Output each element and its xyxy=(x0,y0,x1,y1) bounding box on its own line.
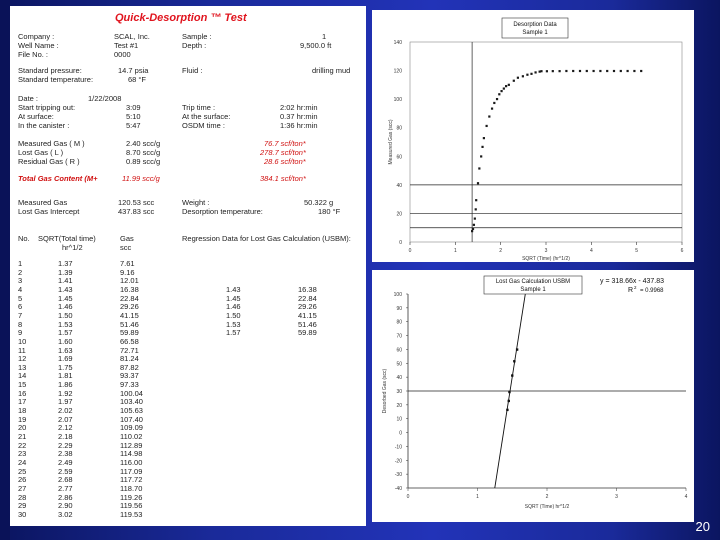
data-point xyxy=(530,73,532,75)
row-number: 12 xyxy=(18,354,27,364)
data-point xyxy=(586,70,588,72)
row-sqrt: 2.12 xyxy=(58,423,73,433)
x-tick-label: 1 xyxy=(453,248,457,254)
row-sqrt: 1.97 xyxy=(58,397,73,407)
data-point xyxy=(478,167,480,169)
data-point xyxy=(565,70,567,72)
row-gas: 81.24 xyxy=(120,354,139,364)
total-gas-scf: 384.1 scf/ton* xyxy=(260,174,306,183)
row-number: 8 xyxy=(18,319,23,329)
row-gas: 9.16 xyxy=(120,267,135,277)
regression-point xyxy=(511,374,513,376)
x-tick-label: 6 xyxy=(680,248,684,254)
data-point xyxy=(508,84,510,86)
row-gas: 66.58 xyxy=(120,336,139,346)
data-point xyxy=(572,70,574,72)
canister-value: 5:47 xyxy=(126,121,141,130)
std-temp-label: Standard temperature: xyxy=(18,75,94,84)
lost-gas-chart-svg xyxy=(372,270,694,522)
row-sqrt: 1.43 xyxy=(58,284,73,294)
regression-title: Regression Data for Lost Gas Calculation (USBM): xyxy=(182,234,351,243)
row-sqrt: 1.81 xyxy=(58,371,73,381)
row-number: 1 xyxy=(18,259,23,268)
y-tick-label: -10 xyxy=(394,444,402,451)
data-point xyxy=(627,70,629,72)
legend-sample: Sample 1 xyxy=(520,287,546,293)
x-tick-label: 2 xyxy=(499,248,503,254)
y-tick-label: 20 xyxy=(396,211,402,218)
row-number: 25 xyxy=(18,466,27,476)
lost-gas-scf: 278.7 scf/ton* xyxy=(260,148,306,157)
row-sqrt: 2.90 xyxy=(58,501,73,511)
row-gas: 110.02 xyxy=(120,432,143,441)
well-label: Well Name : xyxy=(18,41,59,50)
y-tick-label: -20 xyxy=(394,458,402,465)
legend-sample: Sample 1 xyxy=(522,30,548,36)
regression-sqrt: 1.46 xyxy=(226,302,241,312)
regression-point xyxy=(513,360,515,362)
row-number: 14 xyxy=(18,371,27,381)
sample-value: 1 xyxy=(322,32,327,41)
r-squared-label: R xyxy=(628,287,634,294)
row-sqrt: 1.45 xyxy=(58,293,73,303)
fluid-value: drilling mud xyxy=(312,66,351,75)
r-squared-exponent: 2 xyxy=(634,285,637,290)
intercept-value: 437.83 scc xyxy=(118,207,155,216)
row-number: 3 xyxy=(18,276,23,286)
col-sqrt-header: SQRT(Total time) xyxy=(38,234,96,243)
data-point xyxy=(522,75,524,77)
measured-gas-value: 2.40 scc/g xyxy=(126,139,161,148)
x-tick-label: 4 xyxy=(589,248,593,254)
x-tick-label: 3 xyxy=(615,494,618,500)
x-axis-label: SQRT (Time) (hr^1/2) xyxy=(522,256,570,262)
row-gas: 103.40 xyxy=(120,397,143,407)
data-point xyxy=(473,224,475,226)
row-number: 17 xyxy=(18,397,27,407)
row-sqrt: 2.18 xyxy=(58,432,73,441)
y-axis-label: Desorbed Gas (scc) xyxy=(382,368,388,414)
lost-gas-value: 8.70 scc/g xyxy=(126,148,161,157)
y-tick-label: 60 xyxy=(396,347,402,354)
data-point xyxy=(534,71,536,73)
company-label: Company : xyxy=(18,32,55,41)
data-point xyxy=(517,77,519,79)
data-point xyxy=(481,146,483,148)
at-surface2-value: 0.37 hr:min xyxy=(280,112,318,121)
data-point xyxy=(552,70,554,72)
canister-label: In the canister : xyxy=(18,121,70,130)
row-number: 6 xyxy=(18,302,23,312)
row-gas: 7.61 xyxy=(120,259,135,268)
company-value: SCAL, Inc. xyxy=(114,32,150,41)
row-number: 10 xyxy=(18,336,27,346)
row-sqrt: 1.37 xyxy=(58,259,73,268)
fluid-label: Fluid : xyxy=(182,66,203,75)
r-squared-value: = 0.9968 xyxy=(640,288,664,294)
row-number: 24 xyxy=(18,457,27,467)
row-gas: 59.89 xyxy=(120,328,139,338)
y-tick-label: 0 xyxy=(399,240,402,246)
data-point xyxy=(493,102,495,104)
row-gas: 114.98 xyxy=(120,449,143,459)
regression-gas: 51.46 xyxy=(298,319,317,329)
std-pressure-label: Standard pressure: xyxy=(18,66,82,75)
row-sqrt: 1.63 xyxy=(58,345,73,355)
row-sqrt: 2.86 xyxy=(58,492,73,502)
row-gas: 29.26 xyxy=(120,302,139,312)
row-number: 11 xyxy=(18,345,26,355)
at-surface-value: 5:10 xyxy=(126,112,141,121)
data-point xyxy=(513,80,515,82)
col-no-header: No. xyxy=(18,234,30,243)
data-point xyxy=(613,70,615,72)
row-gas: 97.33 xyxy=(120,380,139,390)
row-number: 15 xyxy=(18,380,27,390)
row-sqrt: 2.59 xyxy=(58,466,73,476)
row-number: 5 xyxy=(18,293,23,303)
y-tick-label: 10 xyxy=(396,416,402,423)
y-tick-label: -40 xyxy=(394,486,402,492)
row-sqrt: 1.39 xyxy=(58,267,73,277)
regression-point xyxy=(508,391,510,393)
regression-point xyxy=(508,400,510,402)
data-point xyxy=(500,90,502,92)
desorption-temp-label: Desorption temperature: xyxy=(182,207,263,216)
regression-sqrt: 1.53 xyxy=(226,319,241,329)
data-point xyxy=(480,155,482,157)
measured-gas-label: Measured Gas ( M ) xyxy=(18,139,85,148)
row-number: 27 xyxy=(18,483,27,493)
row-number: 7 xyxy=(18,310,23,320)
std-pressure-value: 14.7 psia xyxy=(118,66,149,75)
y-tick-label: 50 xyxy=(396,361,402,368)
row-gas: 100.04 xyxy=(120,388,143,398)
row-number: 21 xyxy=(18,432,27,441)
row-gas: 12.01 xyxy=(120,276,139,286)
y-tick-label: 80 xyxy=(396,319,402,326)
row-gas: 119.26 xyxy=(120,492,143,502)
row-sqrt: 2.02 xyxy=(58,406,73,416)
row-gas: 16.38 xyxy=(120,284,139,294)
desorption-temp-value: 180 °F xyxy=(318,207,341,216)
row-gas: 119.53 xyxy=(120,509,143,519)
regression-equation: y = 318.66x - 437.83 xyxy=(600,278,665,285)
data-point xyxy=(471,230,473,232)
y-tick-label: 90 xyxy=(396,305,402,312)
row-sqrt: 1.75 xyxy=(58,362,73,372)
row-gas: 119.56 xyxy=(120,501,143,511)
y-tick-label: 30 xyxy=(396,389,402,395)
row-sqrt: 2.68 xyxy=(58,475,73,485)
row-gas: 117.09 xyxy=(120,466,143,476)
row-sqrt: 3.02 xyxy=(58,509,73,519)
row-number: 9 xyxy=(18,328,23,338)
row-gas: 107.40 xyxy=(120,414,143,424)
sample-label: Sample : xyxy=(182,32,212,41)
row-gas: 118.70 xyxy=(120,483,143,493)
data-point xyxy=(606,70,608,72)
data-point xyxy=(599,70,601,72)
row-number: 30 xyxy=(18,509,27,519)
y-tick-label: 40 xyxy=(396,182,402,189)
data-point xyxy=(540,70,542,72)
lost-gas-chart xyxy=(372,270,694,522)
total-gas-label: Total Gas Content (M+ xyxy=(18,174,98,183)
data-point xyxy=(579,70,581,72)
row-gas: 105.63 xyxy=(120,406,143,416)
y-tick-label: 20 xyxy=(396,402,402,409)
row-gas: 51.46 xyxy=(120,319,139,329)
row-sqrt: 1.50 xyxy=(58,310,73,320)
data-point xyxy=(503,87,505,89)
x-tick-label: 5 xyxy=(635,248,639,254)
row-number: 28 xyxy=(18,492,27,502)
regression-point xyxy=(516,348,518,350)
data-point xyxy=(483,137,485,139)
y-axis-label: Measured Gas (scc) xyxy=(388,119,394,165)
regression-gas: 29.26 xyxy=(298,302,317,312)
row-sqrt: 2.29 xyxy=(58,440,73,450)
data-point xyxy=(505,85,507,87)
y-tick-label: 0 xyxy=(399,430,402,437)
file-label: File No. : xyxy=(18,50,49,59)
data-point xyxy=(620,70,622,72)
y-tick-label: 80 xyxy=(396,125,402,132)
row-sqrt: 1.57 xyxy=(58,328,73,338)
row-number: 13 xyxy=(18,362,27,372)
row-sqrt: 1.41 xyxy=(58,276,73,286)
row-gas: 22.84 xyxy=(120,293,139,303)
data-point xyxy=(498,93,500,95)
at-surface-label: At surface: xyxy=(18,112,54,121)
date-label: Date : xyxy=(18,94,39,103)
x-tick-label: 0 xyxy=(408,248,412,254)
intercept-label: Lost Gas Intercept xyxy=(18,207,80,216)
x-tick-label: 0 xyxy=(406,494,410,500)
x-tick-label: 4 xyxy=(684,494,688,500)
desorption-chart-svg xyxy=(372,10,694,262)
y-tick-label: 140 xyxy=(393,40,402,46)
data-point xyxy=(593,70,595,72)
row-sqrt: 2.07 xyxy=(58,414,73,424)
row-number: 22 xyxy=(18,440,27,450)
data-point xyxy=(496,98,498,100)
row-number: 4 xyxy=(18,284,23,294)
row-gas: 93.37 xyxy=(120,371,139,381)
at-surface2-label: At the surface: xyxy=(182,112,231,121)
sheet-title: Quick-Desorption ™ Test xyxy=(115,12,247,24)
row-number: 16 xyxy=(18,388,27,398)
data-point xyxy=(546,70,548,72)
row-number: 23 xyxy=(18,449,27,459)
y-tick-label: 100 xyxy=(393,292,402,298)
row-sqrt: 1.92 xyxy=(58,388,73,398)
measured-gas-scf: 76.7 scf/ton* xyxy=(264,139,306,148)
row-sqrt: 1.69 xyxy=(58,354,73,364)
row-sqrt: 2.77 xyxy=(58,483,73,493)
start-trip-label: Start tripping out: xyxy=(18,103,76,112)
y-tick-label: 70 xyxy=(396,333,402,340)
row-sqrt: 1.46 xyxy=(58,302,73,312)
regression-gas: 22.84 xyxy=(298,293,317,303)
regression-sqrt: 1.57 xyxy=(226,328,241,338)
slide-sidebar xyxy=(0,0,10,540)
col-sqrt-unit: hr^1/2 xyxy=(62,243,83,252)
date-value: 1/22/2008 xyxy=(88,94,122,103)
row-number: 18 xyxy=(18,406,27,416)
row-sqrt: 2.49 xyxy=(58,457,73,467)
trip-time-value: 2:02 hr:min xyxy=(280,103,318,112)
depth-value: 9,500.0 ft xyxy=(300,41,332,50)
data-point xyxy=(526,74,528,76)
data-point xyxy=(559,70,561,72)
row-gas: 109.09 xyxy=(120,423,143,433)
regression-gas: 41.15 xyxy=(298,310,317,320)
well-value: Test #1 xyxy=(114,41,139,50)
data-point xyxy=(475,199,477,201)
weight-label: Weight : xyxy=(182,198,210,207)
row-sqrt: 1.86 xyxy=(58,380,73,390)
measured-gas2-value: 120.53 scc xyxy=(118,198,155,207)
regression-sqrt: 1.45 xyxy=(226,293,241,303)
row-gas: 41.15 xyxy=(120,310,139,320)
row-sqrt: 1.53 xyxy=(58,319,73,329)
std-temp-value: 68 °F xyxy=(128,75,147,84)
row-sqrt: 1.60 xyxy=(58,336,73,346)
row-sqrt: 2.38 xyxy=(58,449,73,459)
page-number: 20 xyxy=(695,519,710,534)
x-tick-label: 3 xyxy=(544,248,548,254)
measured-gas2-label: Measured Gas xyxy=(18,198,68,207)
regression-point xyxy=(506,409,508,411)
data-point xyxy=(486,125,488,127)
data-point xyxy=(475,208,477,210)
y-tick-label: 120 xyxy=(393,68,402,75)
depth-label: Depth : xyxy=(182,41,207,50)
data-point xyxy=(491,108,493,110)
x-tick-label: 1 xyxy=(476,494,479,500)
col-gas-header: Gas xyxy=(120,234,134,243)
y-tick-label: 60 xyxy=(396,154,402,161)
lost-gas-label: Lost Gas ( L ) xyxy=(18,148,64,157)
data-point xyxy=(472,228,474,230)
row-number: 29 xyxy=(18,501,27,511)
row-gas: 72.71 xyxy=(120,345,139,355)
y-tick-label: 100 xyxy=(393,97,402,104)
data-point xyxy=(474,218,476,220)
row-gas: 116.00 xyxy=(120,457,143,467)
total-gas-value: 11.99 scc/g xyxy=(122,174,160,183)
x-axis-label: SQRT (Time) hr^1/2 xyxy=(524,504,570,510)
residual-gas-label: Residual Gas ( R ) xyxy=(18,157,80,166)
row-number: 20 xyxy=(18,423,27,433)
weight-value: 50.322 g xyxy=(304,198,334,207)
trip-time-label: Trip time : xyxy=(182,103,216,112)
regression-sqrt: 1.43 xyxy=(226,284,241,294)
y-tick-label: 40 xyxy=(396,375,402,382)
x-tick-label: 2 xyxy=(545,494,549,500)
row-number: 26 xyxy=(18,475,27,485)
residual-gas-value: 0.89 scc/g xyxy=(126,157,161,166)
row-gas: 117.72 xyxy=(120,475,143,485)
row-number: 2 xyxy=(18,267,23,277)
start-trip-value: 3:09 xyxy=(126,103,141,112)
data-point xyxy=(477,182,479,184)
col-gas-unit: scc xyxy=(120,243,132,252)
row-gas: 87.82 xyxy=(120,362,139,372)
regression-gas: 59.89 xyxy=(298,328,317,338)
data-point xyxy=(633,70,635,72)
data-point xyxy=(488,115,490,117)
row-number: 19 xyxy=(18,414,27,424)
osdm-label: OSDM time : xyxy=(182,121,225,130)
residual-gas-scf: 28.6 scf/ton* xyxy=(264,157,306,166)
regression-gas: 16.38 xyxy=(298,284,317,294)
data-point xyxy=(640,70,642,72)
osdm-value: 1:36 hr:min xyxy=(280,121,318,130)
legend-title: Lost Gas Calculation USBM xyxy=(495,279,571,285)
desorption-test-sheet xyxy=(10,6,366,526)
file-value: 0000 xyxy=(114,50,131,59)
legend-title: Desorption Data xyxy=(513,22,557,28)
row-gas: 112.89 xyxy=(120,440,143,450)
regression-sqrt: 1.50 xyxy=(226,310,241,320)
y-tick-label: -30 xyxy=(394,472,402,479)
desorption-chart xyxy=(372,10,694,262)
